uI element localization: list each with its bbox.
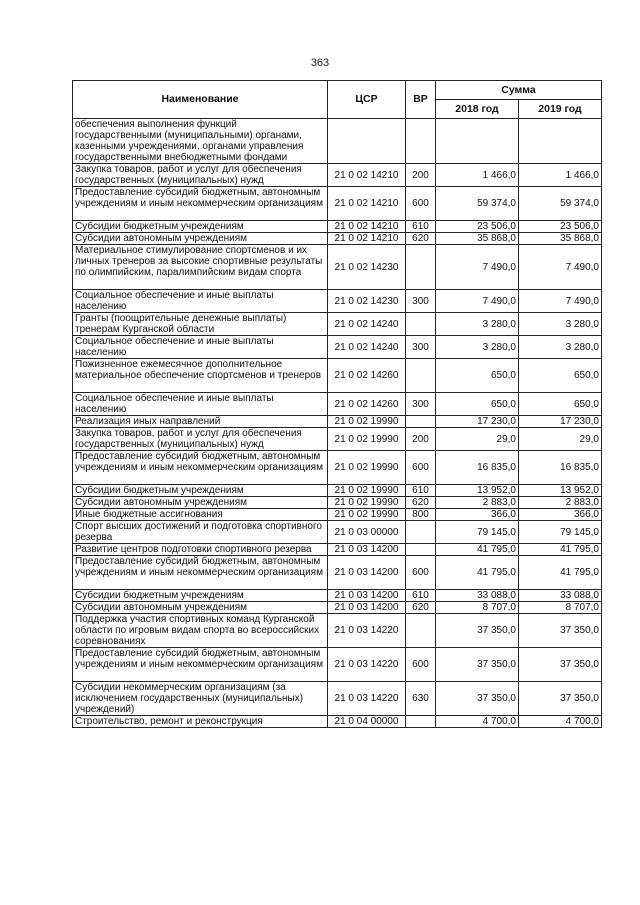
row-amount-2019: 3 280,0 — [519, 336, 602, 359]
row-vr: 620 — [406, 233, 436, 245]
row-amount-2019: 8 707,0 — [519, 602, 602, 614]
row-name: Гранты (поощрительные денежные выплаты) тренерам Курганской области — [73, 313, 328, 336]
row-name: Строительство, ремонт и реконструкция — [73, 716, 328, 728]
table-row — [73, 451, 602, 485]
row-amount-2019: 33 088,0 — [519, 590, 602, 602]
row-vr: 610 — [406, 221, 436, 233]
row-amount-2018: 37 350,0 — [436, 682, 519, 716]
row-csr: 21 0 02 14210 — [328, 233, 406, 245]
row-vr: 200 — [406, 164, 436, 187]
row-name: Пожизненное ежемесячное дополнительное материальное обеспечение спортсменов и тренеров — [73, 359, 328, 393]
row-amount-2018: 37 350,0 — [436, 648, 519, 682]
header-name: Наименование — [73, 81, 328, 119]
row-csr: 21 0 02 14230 — [328, 245, 406, 290]
row-amount-2018: 366,0 — [436, 509, 519, 521]
header-2019: 2019 год — [519, 100, 602, 119]
row-amount-2019: 41 795,0 — [519, 544, 602, 556]
row-amount-2019: 7 490,0 — [519, 245, 602, 290]
table-body — [73, 119, 602, 728]
row-vr: 610 — [406, 485, 436, 497]
row-vr: 800 — [406, 509, 436, 521]
row-name: Социальное обеспечение и иные выплаты населению — [73, 393, 328, 416]
row-vr: 300 — [406, 393, 436, 416]
row-csr: 21 0 02 19990 — [328, 416, 406, 428]
row-amount-2018: 41 795,0 — [436, 544, 519, 556]
row-vr: 620 — [406, 602, 436, 614]
row-name: Социальное обеспечение и иные выплаты населению — [73, 336, 328, 359]
row-csr: 21 0 02 14240 — [328, 313, 406, 336]
row-name: Закупка товаров, работ и услуг для обеспечения государственных (муниципальных) нужд — [73, 164, 328, 187]
row-vr — [406, 614, 436, 648]
row-vr — [406, 313, 436, 336]
row-vr — [406, 521, 436, 544]
row-amount-2018: 16 835,0 — [436, 451, 519, 485]
row-vr: 600 — [406, 648, 436, 682]
row-vr: 610 — [406, 590, 436, 602]
row-name: Предоставление субсидий бюджетным, автономным учреждениям и иным некоммерческим организациям — [73, 648, 328, 682]
row-csr: 21 0 03 14200 — [328, 556, 406, 590]
row-vr: 600 — [406, 451, 436, 485]
row-name: Субсидии бюджетным учреждениям — [73, 590, 328, 602]
table-row — [73, 509, 602, 521]
row-amount-2018: 29,0 — [436, 428, 519, 451]
row-csr: 21 0 03 14200 — [328, 590, 406, 602]
row-amount-2019: 1 466,0 — [519, 164, 602, 187]
table-row — [73, 602, 602, 614]
row-amount-2019: 366,0 — [519, 509, 602, 521]
row-vr: 620 — [406, 497, 436, 509]
row-amount-2018: 2 883,0 — [436, 497, 519, 509]
row-csr: 21 0 03 14200 — [328, 602, 406, 614]
row-csr: 21 0 02 14230 — [328, 290, 406, 313]
row-name: Субсидии бюджетным учреждениям — [73, 485, 328, 497]
row-name: Субсидии автономным учреждениям — [73, 497, 328, 509]
table-row — [73, 497, 602, 509]
row-amount-2019: 650,0 — [519, 393, 602, 416]
row-csr: 21 0 02 14210 — [328, 221, 406, 233]
row-vr — [406, 359, 436, 393]
row-name: Спорт высших достижений и подготовка спортивного резерва — [73, 521, 328, 544]
row-amount-2018: 17 230,0 — [436, 416, 519, 428]
row-name: Предоставление субсидий бюджетным, автономным учреждениям и иным некоммерческим организациям — [73, 556, 328, 590]
row-amount-2019: 23 506,0 — [519, 221, 602, 233]
row-amount-2019: 2 883,0 — [519, 497, 602, 509]
row-amount-2018: 37 350,0 — [436, 614, 519, 648]
row-amount-2018: 3 280,0 — [436, 313, 519, 336]
row-csr: 21 0 02 19990 — [328, 428, 406, 451]
row-amount-2019: 4 700,0 — [519, 716, 602, 728]
row-amount-2018: 59 374,0 — [436, 187, 519, 221]
table-row — [73, 648, 602, 682]
row-amount-2018: 7 490,0 — [436, 290, 519, 313]
row-name: Предоставление субсидий бюджетным, автономным учреждениям и иным некоммерческим организациям — [73, 187, 328, 221]
table-row — [73, 556, 602, 590]
row-amount-2019: 7 490,0 — [519, 290, 602, 313]
row-amount-2018: 79 145,0 — [436, 521, 519, 544]
table-row — [73, 544, 602, 556]
row-name: Социальное обеспечение и иные выплаты населению — [73, 290, 328, 313]
row-vr: 630 — [406, 682, 436, 716]
row-amount-2019: 37 350,0 — [519, 614, 602, 648]
row-amount-2019: 3 280,0 — [519, 313, 602, 336]
row-csr: 21 0 02 14260 — [328, 393, 406, 416]
budget-table — [72, 80, 602, 728]
row-vr — [406, 119, 436, 164]
table-row — [73, 221, 602, 233]
row-name: Субсидии автономным учреждениям — [73, 233, 328, 245]
header-2018: 2018 год — [436, 100, 519, 119]
row-csr: 21 0 02 14210 — [328, 187, 406, 221]
row-name: обеспечения выполнения функций государственными (муниципальными) органами, казенными учреждениями, органами управления государственными внебюджетными фондами — [73, 119, 328, 164]
row-amount-2019: 35 868,0 — [519, 233, 602, 245]
table-header — [73, 81, 602, 119]
row-amount-2019: 13 952,0 — [519, 485, 602, 497]
row-amount-2018: 8 707,0 — [436, 602, 519, 614]
row-name: Предоставление субсидий бюджетным, автономным учреждениям и иным некоммерческим организациям — [73, 451, 328, 485]
row-amount-2019: 79 145,0 — [519, 521, 602, 544]
row-vr — [406, 544, 436, 556]
row-csr: 21 0 03 00000 — [328, 521, 406, 544]
header-csr: ЦСР — [328, 81, 406, 119]
row-name: Иные бюджетные ассигнования — [73, 509, 328, 521]
table-row — [73, 313, 602, 336]
row-name: Поддержка участия спортивных команд Курганской области по игровым видам спорта во всероссийских соревнованиях — [73, 614, 328, 648]
table-row — [73, 416, 602, 428]
row-vr: 200 — [406, 428, 436, 451]
row-amount-2018: 1 466,0 — [436, 164, 519, 187]
page-number: 363 — [310, 57, 330, 69]
row-csr: 21 0 02 19990 — [328, 509, 406, 521]
row-amount-2019: 29,0 — [519, 428, 602, 451]
table-row — [73, 485, 602, 497]
row-csr: 21 0 02 19990 — [328, 485, 406, 497]
row-amount-2019: 59 374,0 — [519, 187, 602, 221]
row-amount-2019: 17 230,0 — [519, 416, 602, 428]
table-row — [73, 187, 602, 221]
row-name: Субсидии автономным учреждениям — [73, 602, 328, 614]
row-name: Закупка товаров, работ и услуг для обеспечения государственных (муниципальных) нужд — [73, 428, 328, 451]
row-amount-2019: 37 350,0 — [519, 682, 602, 716]
table-row — [73, 428, 602, 451]
row-csr: 21 0 02 14210 — [328, 164, 406, 187]
row-csr: 21 0 02 14240 — [328, 336, 406, 359]
row-csr: 21 0 03 14220 — [328, 682, 406, 716]
table-row — [73, 716, 602, 728]
table-row — [73, 164, 602, 187]
row-csr: 21 0 04 00000 — [328, 716, 406, 728]
row-vr — [406, 716, 436, 728]
row-amount-2018: 41 795,0 — [436, 556, 519, 590]
row-name: Субсидии бюджетным учреждениям — [73, 221, 328, 233]
row-csr: 21 0 02 14260 — [328, 359, 406, 393]
row-amount-2018: 650,0 — [436, 393, 519, 416]
table-row — [73, 393, 602, 416]
header-vr: ВР — [406, 81, 436, 119]
row-amount-2018: 23 506,0 — [436, 221, 519, 233]
table-row — [73, 233, 602, 245]
row-csr: 21 0 03 14220 — [328, 648, 406, 682]
row-amount-2019: 650,0 — [519, 359, 602, 393]
row-name: Субсидии некоммерческим организациям (за исключением государственных (муниципальных) учреждений) — [73, 682, 328, 716]
row-amount-2018: 650,0 — [436, 359, 519, 393]
table-row — [73, 614, 602, 648]
row-vr: 300 — [406, 336, 436, 359]
row-amount-2018: 35 868,0 — [436, 233, 519, 245]
table-row — [73, 245, 602, 290]
row-amount-2019: 16 835,0 — [519, 451, 602, 485]
row-csr: 21 0 03 14220 — [328, 614, 406, 648]
row-name: Реализация иных направлений — [73, 416, 328, 428]
table-row — [73, 119, 602, 164]
table-row — [73, 336, 602, 359]
table-row — [73, 521, 602, 544]
row-vr: 600 — [406, 556, 436, 590]
header-sum: Сумма — [436, 81, 602, 100]
row-csr: 21 0 03 14200 — [328, 544, 406, 556]
row-vr: 300 — [406, 290, 436, 313]
row-csr — [328, 119, 406, 164]
row-name: Материальное стимулирование спортсменов и их личных тренеров за высокие спортивные результаты по олимпийским, паралимпийским видам спорта — [73, 245, 328, 290]
row-amount-2018: 33 088,0 — [436, 590, 519, 602]
table-row — [73, 359, 602, 393]
row-amount-2018 — [436, 119, 519, 164]
table-row — [73, 290, 602, 313]
row-csr: 21 0 02 19990 — [328, 451, 406, 485]
row-vr — [406, 416, 436, 428]
table-row — [73, 590, 602, 602]
row-amount-2018: 13 952,0 — [436, 485, 519, 497]
row-amount-2019 — [519, 119, 602, 164]
row-csr: 21 0 02 19990 — [328, 497, 406, 509]
row-name: Развитие центров подготовки спортивного резерва — [73, 544, 328, 556]
row-amount-2019: 37 350,0 — [519, 648, 602, 682]
table-row — [73, 682, 602, 716]
row-amount-2019: 41 795,0 — [519, 556, 602, 590]
row-amount-2018: 3 280,0 — [436, 336, 519, 359]
row-vr — [406, 245, 436, 290]
row-amount-2018: 7 490,0 — [436, 245, 519, 290]
row-vr: 600 — [406, 187, 436, 221]
row-amount-2018: 4 700,0 — [436, 716, 519, 728]
